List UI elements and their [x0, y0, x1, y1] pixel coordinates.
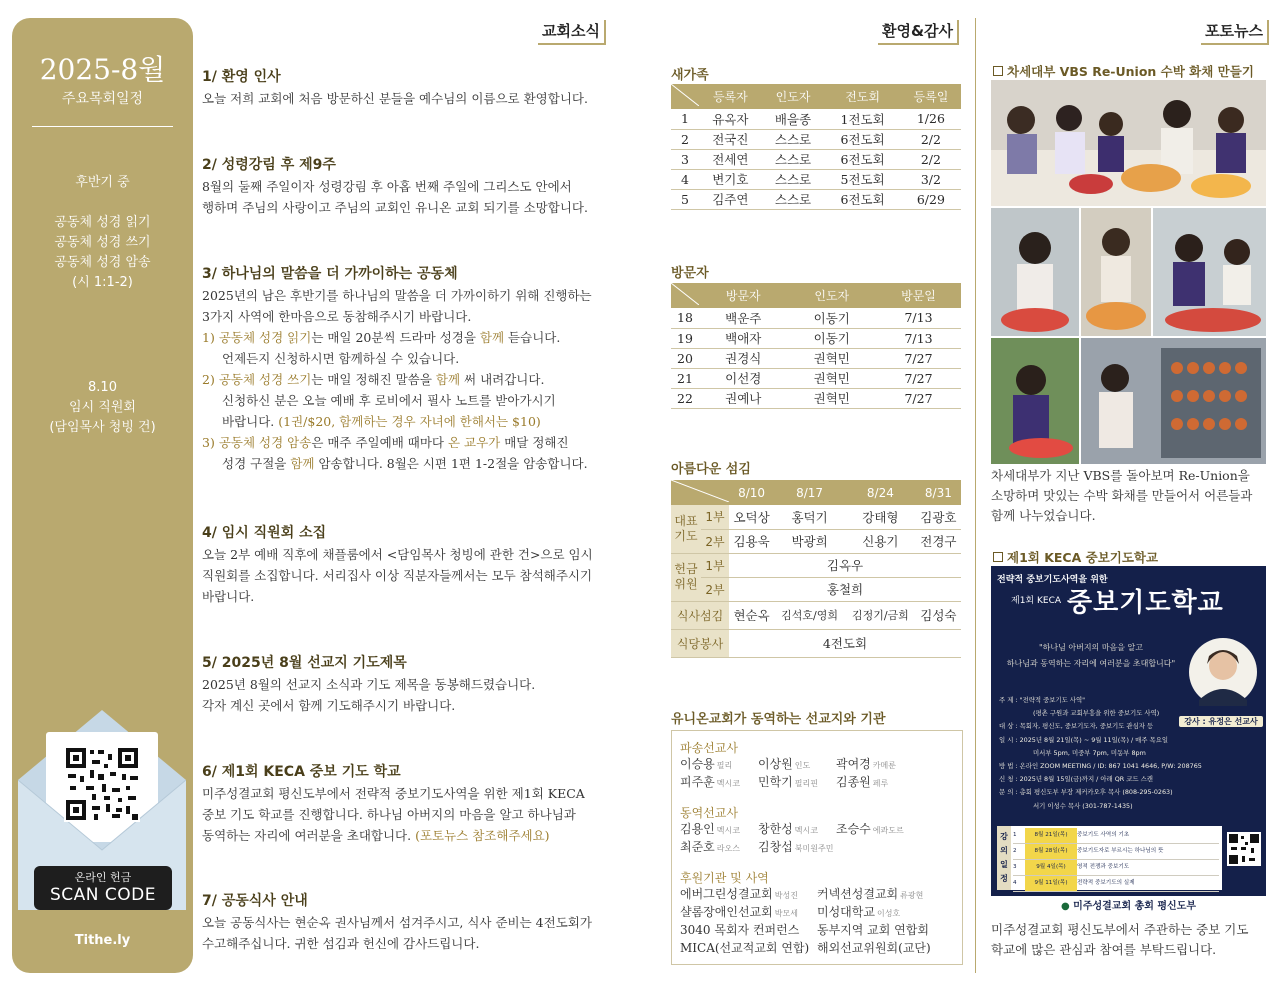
schedule-cell: 4: [1013, 880, 1017, 886]
row-number: 5: [671, 189, 699, 209]
mission-row: [680, 922, 954, 940]
table-cell: 스스로: [762, 189, 825, 209]
mission-entry: [817, 904, 954, 922]
keca-poster: [991, 566, 1266, 918]
table-cell: 전경구: [916, 529, 961, 553]
mission-location: 멕시코: [794, 826, 818, 835]
table-cell: 권경식: [699, 348, 788, 368]
table-cell: 이선경: [699, 368, 788, 388]
missions-title: 유니온교회가 동역하는 선교지와 기관: [671, 712, 886, 727]
schedule-cell: 1: [1013, 832, 1017, 838]
table-header: 8/24: [845, 480, 916, 505]
row-number: 2: [671, 129, 699, 149]
mission-name: 민학기: [758, 775, 793, 789]
news-list-item: 동역하는 자리에 여러분을 초대합니다. (포토뉴스 참조해주세요): [202, 828, 550, 843]
table-cell: 6전도회: [824, 149, 900, 169]
mission-entry: [758, 839, 834, 857]
mission-name: 창한성: [758, 822, 793, 836]
table-cell: 7/13: [876, 308, 961, 328]
mission-entry: [680, 821, 752, 839]
mission-entry: [680, 904, 817, 922]
vbs-photo-3: [1081, 208, 1151, 336]
news-text: 오늘 저희 교회에 처음 방문하신 분들을 예수님의 이름으로 환영합니다.: [202, 91, 588, 106]
table-cell: 박광희: [774, 529, 845, 553]
news-text: 행하며 주님의 사랑이고 주님의 교회인 유니온 교회 되기를 소망합니다.: [202, 200, 588, 215]
prayer-label: 대표기도: [671, 505, 701, 553]
photo-item-1-title: 차세대부 VBS Re-Union 수박 화채 만들기: [993, 62, 1254, 80]
service-table: [671, 480, 961, 658]
mission-entry: [680, 839, 752, 857]
table-cell: 김정기/금희: [845, 601, 916, 629]
news-text: 8월의 둘째 주일이자 성령강림 후 아홉 번째 주일에 그리스도 안에서: [202, 179, 572, 194]
row-number: 20: [671, 348, 699, 368]
mission-name: 김창섭: [758, 840, 793, 854]
poster-schedule: [997, 826, 1222, 890]
mission-location: 필리핀: [794, 779, 818, 788]
tab-church-news: 교회소식: [538, 20, 606, 45]
table-cell: 변기호: [699, 169, 762, 189]
mission-entry: [817, 886, 954, 904]
poster-detail-line: 미서부 5pm, 미중부 7pm, 미동부 8pm: [1033, 748, 1146, 757]
part-label: 1부: [701, 505, 729, 529]
qr-code-icon[interactable]: [64, 746, 140, 822]
news-text: 오늘 2부 예배 직후에 채플룸에서 <담임목사 청빙에 관한 건>으로 임시: [202, 547, 593, 562]
missions-content: [680, 739, 954, 958]
row-number: 18: [671, 308, 699, 328]
diagonal-icon: [671, 480, 729, 502]
table-row: [671, 553, 961, 577]
table-cell: 이동기: [788, 328, 877, 348]
poster-kicker: 전략적 중보기도사역을 위한: [997, 575, 1108, 585]
news-text: 언제든지 신청하시면 함께하실 수 있습니다.: [222, 351, 460, 366]
mission-entry: [680, 756, 752, 774]
mission-entry: [680, 922, 817, 940]
table-header-corner: [671, 84, 699, 109]
table-cell: 홍철희: [729, 577, 961, 601]
table-cell: 4전도회: [729, 629, 961, 657]
mission-entry: [836, 774, 908, 792]
mission-name: 조승수: [836, 822, 871, 836]
table-header: 8/17: [774, 480, 845, 505]
tithe-link[interactable]: Tithe.ly: [74, 933, 131, 948]
newcomers-body: [671, 109, 961, 209]
table-cell: 6전도회: [824, 189, 900, 209]
table-row: [671, 505, 961, 529]
church-logo-icon: ●: [1060, 901, 1070, 912]
table-cell: 권혁민: [788, 388, 877, 408]
mission-row: [680, 756, 954, 774]
mission-name: 3040 목회자 컨퍼런스: [680, 923, 800, 937]
schedule-cell: 8월 21일(목): [1025, 828, 1077, 843]
table-header-corner: [671, 283, 699, 308]
mission-location: 에콰도르: [872, 826, 904, 835]
news-text: 중보 기도 학교를 진행합니다. 하나님 아버지의 마음을 알고 하나님과: [202, 807, 576, 822]
mission-entry: [680, 886, 817, 904]
table-cell: 백애자: [699, 328, 788, 348]
poster-detail-line: 일 시 : 2025년 8월 21일(목) ~ 9월 11일(목) / 매주 목요일: [999, 735, 1169, 744]
sidebar-text: 공동체 성경 읽기: [54, 215, 151, 230]
table-row: [671, 601, 961, 629]
mission-location: 이성호: [876, 909, 901, 918]
table-row: [671, 368, 961, 388]
table-cell: 김옥우: [729, 553, 961, 577]
photo-illustration: [991, 80, 1266, 206]
poster-qr-icon[interactable]: [1227, 832, 1261, 866]
mission-entry: [680, 774, 752, 792]
table-cell: 7/27: [876, 368, 961, 388]
mission-entry: [758, 774, 830, 792]
mission-name: 미성대학교: [817, 905, 875, 919]
table-cell: 김석호/영희: [774, 601, 845, 629]
row-number: 1: [671, 109, 699, 129]
table-cell: 스스로: [762, 129, 825, 149]
poster-detail-line: 주 제 : "전략적 중보기도 사역": [999, 696, 1086, 704]
schedule-cell: 3: [1013, 864, 1017, 870]
news-item-5: [202, 652, 622, 716]
row-number: 3: [671, 149, 699, 169]
mission-location: 멕시코: [716, 826, 740, 835]
mission-entry: [836, 821, 908, 839]
diagonal-icon: [671, 84, 699, 106]
poster-details: [999, 694, 1261, 813]
table-row: [671, 129, 961, 149]
schedule-cell: 중보기도 사역의 기초: [1077, 832, 1130, 838]
mission-name: 피주훈: [680, 775, 715, 789]
news-list-item: 3) 공동체 성경 암송은 매주 주일예배 때마다 온 교우가 매달 정해진: [202, 435, 569, 450]
mission-name: MICA(선교적교회 연합): [680, 941, 810, 955]
missions-box: [671, 730, 963, 965]
mission-location: 류광현: [900, 891, 924, 900]
table-row: [671, 577, 961, 601]
photo-item-2-caption: 미주성결교회 평신도부에서 주관하는 중보 기도 학교에 많은 관심과 참여를 부탁드립니다.: [991, 922, 1249, 957]
table-cell: 2/2: [901, 149, 961, 169]
schedule-row: [1013, 860, 1219, 876]
mission-name: 해외선교위원회(교단): [817, 941, 931, 955]
news-list-item: 바랍니다. (1권/$20, 함께하는 경우 자녀에 한해서는 $10): [222, 414, 541, 429]
schedule-sidebar: [12, 18, 193, 973]
poster-detail-line: 신 청 : 2025년 8월 15일(금)까지 / 아래 QR 코드 스캔: [999, 775, 1153, 784]
mission-row: [680, 774, 954, 792]
table-row: [671, 169, 961, 189]
table-row: [671, 529, 961, 553]
table-header: 인도자: [788, 283, 877, 308]
table-cell: 1전도회: [824, 109, 900, 129]
envelope-label-2: SCAN CODE: [50, 885, 156, 905]
news-text: 오늘 공동식사는 현순옥 권사님께서 섬겨주시고, 식사 준비는 4전도회가: [202, 915, 592, 930]
poster-speaker: 강사 : 유정은 선교사: [1179, 716, 1263, 727]
schedule-row: [1013, 876, 1219, 892]
service-title: 아름다운 섬김: [671, 462, 751, 477]
table-cell: 김용욱: [729, 529, 774, 553]
schedule-cell: 영적 전쟁과 중보기도: [1077, 864, 1130, 870]
sidebar-text: (담임목사 청빙 건): [49, 420, 156, 435]
news-item-3: [202, 263, 622, 474]
table-header: 방문일: [876, 283, 961, 308]
table-row: [671, 149, 961, 169]
news-text: 미주성결교회 평신도부에서 전략적 중보기도사역을 위한 제1회 KECA: [202, 786, 585, 801]
news-item-7: [202, 890, 622, 954]
schedule-row: [1013, 828, 1219, 844]
table-cell: 6/29: [901, 189, 961, 209]
mission-row: [680, 886, 954, 904]
sidebar-text: 임시 직원회: [69, 400, 136, 415]
table-cell: 백운주: [699, 308, 788, 328]
mission-entry: [758, 821, 830, 839]
table-cell: 홍덕기: [774, 505, 845, 529]
table-cell: 강태형: [845, 505, 916, 529]
table-cell: 김주연: [699, 189, 762, 209]
table-cell: 6전도회: [824, 129, 900, 149]
mission-location: 박모세: [774, 909, 798, 918]
mission-group-title: 동역선교사: [680, 806, 738, 820]
mission-name: 에버그린성결교회: [680, 887, 773, 901]
news-title: 7/ 공동식사 안내: [202, 893, 308, 909]
table-cell: 1/26: [901, 109, 961, 129]
sidebar-text: 공동체 성경 암송: [54, 255, 151, 270]
table-cell: 전세연: [699, 149, 762, 169]
table-cell: 현순옥: [729, 601, 774, 629]
poster-detail-line: 방 법 : 온라인 ZOOM MEETING / ID: 867 1041 4646, P/W: 208765: [999, 762, 1202, 771]
mission-location: 페루: [872, 779, 889, 788]
table-row: [671, 629, 961, 657]
mission-location: 필리: [716, 761, 733, 770]
table-header: 8/10: [729, 480, 774, 505]
table-cell: 권혁민: [788, 368, 877, 388]
photo-item-1-caption: 차세대부가 지난 VBS를 돌아보며 Re-Union을 소망하며 맛있는 수박 화채를 만들어서 어른들과 함께 나누었습니다.: [991, 468, 1253, 523]
row-number: 19: [671, 328, 699, 348]
table-cell: 스스로: [762, 149, 825, 169]
visitors-title: 방문자: [671, 266, 709, 281]
news-text: 수고해주십니다. 귀한 섬김과 헌신에 감사드립니다.: [202, 936, 480, 951]
table-cell: 7/27: [876, 348, 961, 368]
table-header: 전도회: [824, 84, 900, 109]
mission-name: 이상원: [758, 757, 793, 771]
table-cell: 오덕상: [729, 505, 774, 529]
news-title: 2/ 성령강림 후 제9주: [202, 157, 336, 173]
row-number: 21: [671, 368, 699, 388]
mission-location: 인도: [794, 761, 811, 770]
mission-entry: [817, 940, 954, 958]
mission-entry: [680, 940, 817, 958]
table-row: [671, 109, 961, 129]
poster-title: 중보기도학교: [1067, 588, 1224, 618]
news-text: 직원회를 소집합니다. 서리집사 이상 직분자들께서는 모두 참석해주시기: [202, 568, 593, 583]
mission-entry: [758, 756, 830, 774]
poster-detail-line: (평촌 구원과 교회부흥을 위한 중보기도 사역): [1033, 709, 1160, 718]
table-header: 등록자: [699, 84, 762, 109]
table-header-corner: [671, 480, 729, 505]
table-row: [671, 388, 961, 408]
mission-name: 김종원: [836, 775, 871, 789]
mission-entry: [817, 922, 954, 940]
mission-group-title: 파송선교사: [680, 741, 738, 755]
table-cell: 김광호: [916, 505, 961, 529]
table-row: [671, 189, 961, 209]
table-row: [671, 308, 961, 328]
news-text: 3가지 사역에 한마음으로 동참해주시기 바랍니다.: [202, 309, 472, 324]
offering-label: 헌금위원: [671, 553, 701, 601]
visitors-body: [671, 308, 961, 408]
table-cell: 권혁민: [788, 348, 877, 368]
tab-welcome: 환영&감사: [878, 20, 959, 45]
table-header: 방문자: [699, 283, 788, 308]
table-cell: 김성숙: [916, 601, 961, 629]
sidebar-text: 후반기 중: [75, 175, 130, 190]
photo-item-2-title: 제1회 KECA 중보기도학교: [993, 548, 1158, 566]
table-header-row: [671, 283, 961, 308]
part-label: 1부: [701, 553, 729, 577]
table-cell: 스스로: [762, 169, 825, 189]
poster-quote: "하나님 아버지의 마음을 알고 하나님과 동역하는 자리에 여러분을 초대합니다": [1006, 643, 1176, 668]
news-text: 2025년 8월의 선교지 소식과 기도 제목을 동봉해드렸습니다.: [202, 677, 536, 692]
schedule-cell: 중보기도자로 부르시는 하나님의 뜻: [1077, 848, 1164, 854]
table-header: 인도자: [762, 84, 825, 109]
news-list-item: 성경 구절을 함께 암송합니다. 8월은 시편 1편 1-2절을 암송합니다.: [222, 456, 588, 471]
mission-location: 라오스: [716, 844, 740, 853]
mission-location: 박성진: [774, 891, 798, 900]
table-header: 등록일: [901, 84, 961, 109]
checkbox-icon: [993, 552, 1003, 562]
sidebar-block-2: [12, 378, 193, 438]
news-item-6: [202, 761, 622, 846]
table-cell: 전국진: [699, 129, 762, 149]
vbs-photo-6: [1081, 338, 1266, 464]
table-cell: 권예나: [699, 388, 788, 408]
column-divider: [975, 18, 976, 973]
table-row: [671, 348, 961, 368]
checkbox-icon: [993, 66, 1003, 76]
table-cell: 5전도회: [824, 169, 900, 189]
part-label: 2부: [701, 577, 729, 601]
news-list-item: 2) 공동체 성경 쓰기는 매일 정해진 말씀을 함께 써 내려갑니다.: [202, 372, 545, 387]
news-item-1: [202, 66, 622, 109]
news-title: 6/ 제1회 KECA 중보 기도 학교: [202, 764, 401, 780]
poster-detail-line: 서기 이성수 목사 (301-787-1435): [1033, 801, 1133, 810]
mission-name: 최준호: [680, 840, 715, 854]
mission-entry: [836, 839, 908, 857]
table-row: [671, 328, 961, 348]
news-list-item: 1) 공동체 성경 읽기는 매일 20분씩 드라마 성경을 함께 듣습니다.: [202, 330, 561, 345]
sidebar-text: (시 1:1-2): [72, 275, 133, 290]
mission-row: [680, 821, 954, 839]
mission-row: [680, 904, 954, 922]
table-cell: 3/2: [901, 169, 961, 189]
vbs-photo-1: [991, 80, 1266, 206]
visitors-table: [671, 283, 961, 409]
table-cell: 신용기: [845, 529, 916, 553]
schedule-label: 강의일정: [997, 826, 1011, 890]
row-number: 4: [671, 169, 699, 189]
sidebar-text: 공동체 성경 쓰기: [54, 235, 151, 250]
mission-entry: [836, 756, 908, 774]
diagonal-icon: [671, 283, 699, 305]
schedule-row: [1013, 844, 1219, 860]
news-title: 1/ 환영 인사: [202, 69, 281, 85]
mission-location: 멕시코: [716, 779, 740, 788]
table-cell: 배을종: [762, 109, 825, 129]
schedule-cell: 2: [1013, 848, 1017, 854]
schedule-cell: 전략적 중보기도의 실제: [1077, 880, 1135, 886]
mission-group-title: 후원기관 및 사역: [680, 871, 769, 885]
sidebar-text: 8.10: [88, 380, 117, 395]
envelope-label-1: 온라인 헌금: [74, 871, 132, 884]
news-text: 신청하신 분은 오늘 예배 후 로비에서 필사 노트를 받아가시기: [222, 393, 556, 408]
meal-label: 식사섬김: [671, 601, 729, 629]
sidebar-block-1: [12, 173, 193, 293]
news-item-2: [202, 154, 622, 218]
table-cell: 7/27: [876, 388, 961, 408]
news-item-4: [202, 522, 622, 607]
table-cell: 유옥자: [699, 109, 762, 129]
poster-footer: ● 미주성결교회 총회 평신도부: [991, 896, 1266, 918]
mission-row: [680, 839, 954, 857]
sidebar-year: 2025-8월: [39, 53, 166, 86]
table-cell: 2/2: [901, 129, 961, 149]
schedule-cell: 9월 11일(목): [1025, 876, 1077, 891]
table-cell: 이동기: [788, 308, 877, 328]
poster-detail-line: 문 의 : 총회 평신도부 부장 제커카오후 목사 (808-295-0263): [999, 788, 1173, 797]
news-title: 5/ 2025년 8월 선교지 기도제목: [202, 655, 407, 671]
schedule-cell: 8월 28일(목): [1025, 844, 1077, 859]
schedule-rows: [1013, 828, 1219, 892]
part-label: 2부: [701, 529, 729, 553]
news-text: 각자 계신 곳에서 함께 기도해주시기 바랍니다.: [202, 698, 456, 713]
news-title: 3/ 하나님의 말씀을 더 가까이하는 공동체: [202, 266, 458, 282]
mission-location: 북미원주민: [794, 844, 834, 853]
table-header-row: [671, 84, 961, 109]
poster-detail-line: 대 상 : 목회자, 평신도, 중보기도자, 중보기도 관심자 등: [999, 722, 1154, 731]
row-number: 22: [671, 388, 699, 408]
news-title: 4/ 임시 직원회 소집: [202, 525, 327, 541]
table-header-row: [671, 480, 961, 505]
vbs-photo-2: [991, 208, 1079, 336]
poster-prefix: 제1회 KECA: [1011, 596, 1062, 606]
sidebar-subtitle: 주요목회일정: [61, 91, 144, 107]
schedule-cell: 9월 4일(목): [1025, 860, 1077, 875]
mission-name: 샬롬장애인선교회: [680, 905, 773, 919]
vbs-photo-5: [991, 338, 1079, 464]
mission-location: 카메룬: [872, 761, 896, 770]
sidebar-divider: [32, 126, 173, 127]
mission-name: 동부지역 교회 연합회: [817, 923, 929, 937]
scan-code-badge[interactable]: [34, 866, 172, 910]
news-text: 2025년의 남은 후반기를 하나님의 말씀을 더 가까이하기 위해 진행하는: [202, 288, 592, 303]
kitchen-label: 식당봉사: [671, 629, 729, 657]
mission-name: 커넥션성결교회: [817, 887, 899, 901]
table-header: 8/31: [916, 480, 961, 505]
mission-row: [680, 940, 954, 958]
mission-name: 김용인: [680, 822, 715, 836]
news-text: 바랍니다.: [202, 589, 255, 604]
mission-name: 이승용: [680, 757, 715, 771]
mission-name: 곽여경: [836, 757, 871, 771]
vbs-photo-4: [1153, 208, 1266, 336]
newcomers-title: 새가족: [671, 68, 709, 83]
table-cell: 7/13: [876, 328, 961, 348]
newcomers-table: [671, 84, 961, 210]
tab-photo-news: 포토뉴스: [1201, 20, 1269, 45]
